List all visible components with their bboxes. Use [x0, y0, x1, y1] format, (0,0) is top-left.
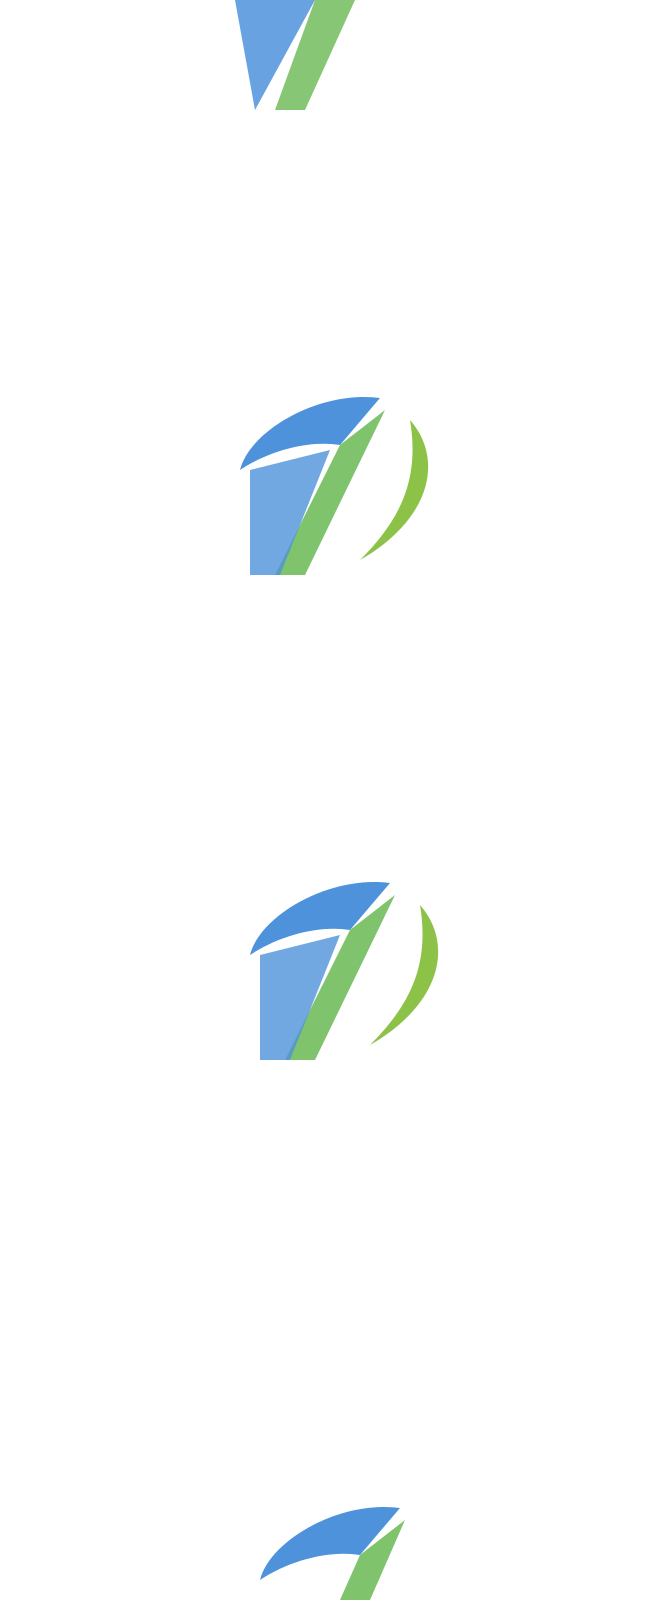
logo-watermark-4 — [230, 1500, 490, 1620]
logo-watermark-3 — [220, 875, 480, 1075]
logo-watermark-2 — [210, 390, 470, 590]
logo-watermark-1 — [195, 0, 455, 160]
